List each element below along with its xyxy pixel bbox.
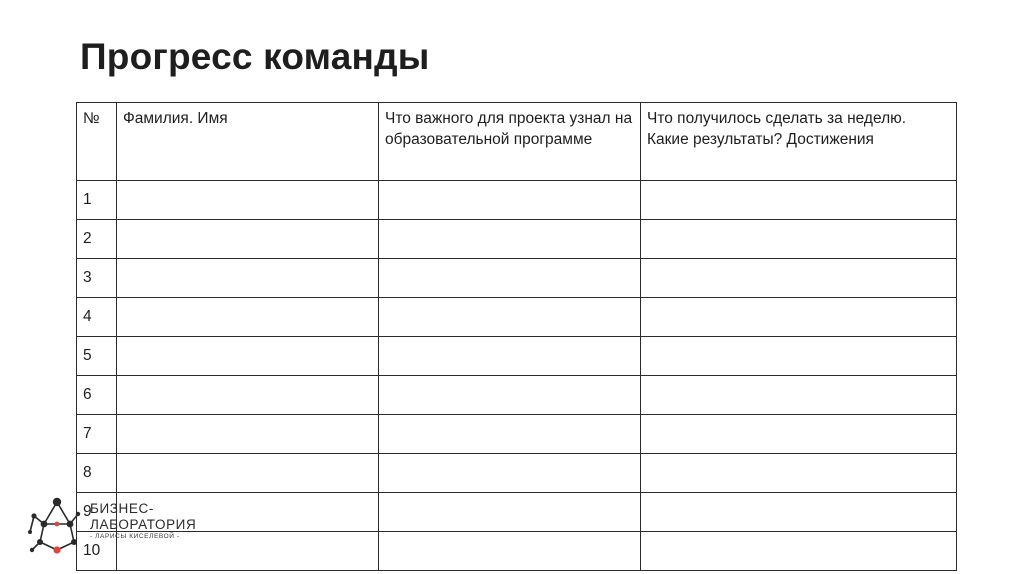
table-row <box>77 337 957 376</box>
header-number: № <box>77 103 117 181</box>
done-cell[interactable] <box>641 220 957 259</box>
learned-cell[interactable] <box>379 376 641 415</box>
name-cell[interactable] <box>117 376 379 415</box>
name-cell[interactable] <box>117 454 379 493</box>
name-cell[interactable] <box>117 220 379 259</box>
logo-text <box>90 502 196 541</box>
row-number: 7 <box>77 415 117 454</box>
done-cell[interactable] <box>641 532 957 571</box>
logo-line1: БИЗНЕС- <box>90 501 154 516</box>
learned-cell[interactable] <box>379 532 641 571</box>
learned-cell[interactable] <box>379 259 641 298</box>
page-title: Прогресс команды <box>80 36 430 77</box>
done-cell[interactable] <box>641 454 957 493</box>
header-done-line2: Какие результаты? Достижения <box>647 131 874 148</box>
done-cell[interactable] <box>641 181 957 220</box>
row-number: 5 <box>77 337 117 376</box>
header-name: Фамилия. Имя <box>117 103 379 181</box>
learned-cell[interactable] <box>379 337 641 376</box>
logo-line2: ЛАБОРАТОРИЯ <box>90 516 197 532</box>
learned-cell[interactable] <box>379 181 641 220</box>
header-learned: Что важного для проекта узнал на образовательной программе <box>379 103 641 181</box>
learned-cell[interactable] <box>379 493 641 532</box>
table-header-row <box>77 103 957 181</box>
done-cell[interactable] <box>641 376 957 415</box>
learned-cell[interactable] <box>379 220 641 259</box>
row-number: 4 <box>77 298 117 337</box>
company-logo <box>26 494 216 560</box>
done-cell[interactable] <box>641 493 957 532</box>
molecule-logo-icon <box>26 494 88 558</box>
name-cell[interactable] <box>117 415 379 454</box>
header-done <box>641 103 957 181</box>
learned-cell[interactable] <box>379 454 641 493</box>
done-cell[interactable] <box>641 415 957 454</box>
logo-line3: - ЛАРИСЫ КИСЕЛЕВОЙ - <box>90 533 180 540</box>
table-row <box>77 376 957 415</box>
name-cell[interactable] <box>117 337 379 376</box>
header-done-line1: Что получилось сделать за неделю. <box>647 110 907 127</box>
table-row <box>77 415 957 454</box>
done-cell[interactable] <box>641 298 957 337</box>
done-cell[interactable] <box>641 337 957 376</box>
table-row <box>77 454 957 493</box>
row-number: 10 <box>77 532 117 571</box>
name-cell[interactable] <box>117 181 379 220</box>
row-number: 1 <box>77 181 117 220</box>
name-cell[interactable] <box>117 298 379 337</box>
done-cell[interactable] <box>641 259 957 298</box>
row-number: 8 <box>77 454 117 493</box>
table-row <box>77 259 957 298</box>
name-cell[interactable] <box>117 259 379 298</box>
table-row <box>77 220 957 259</box>
row-number: 3 <box>77 259 117 298</box>
row-number: 2 <box>77 220 117 259</box>
row-number: 9 <box>77 493 117 532</box>
table-row <box>77 181 957 220</box>
learned-cell[interactable] <box>379 298 641 337</box>
learned-cell[interactable] <box>379 415 641 454</box>
table-row <box>77 298 957 337</box>
row-number: 6 <box>77 376 117 415</box>
